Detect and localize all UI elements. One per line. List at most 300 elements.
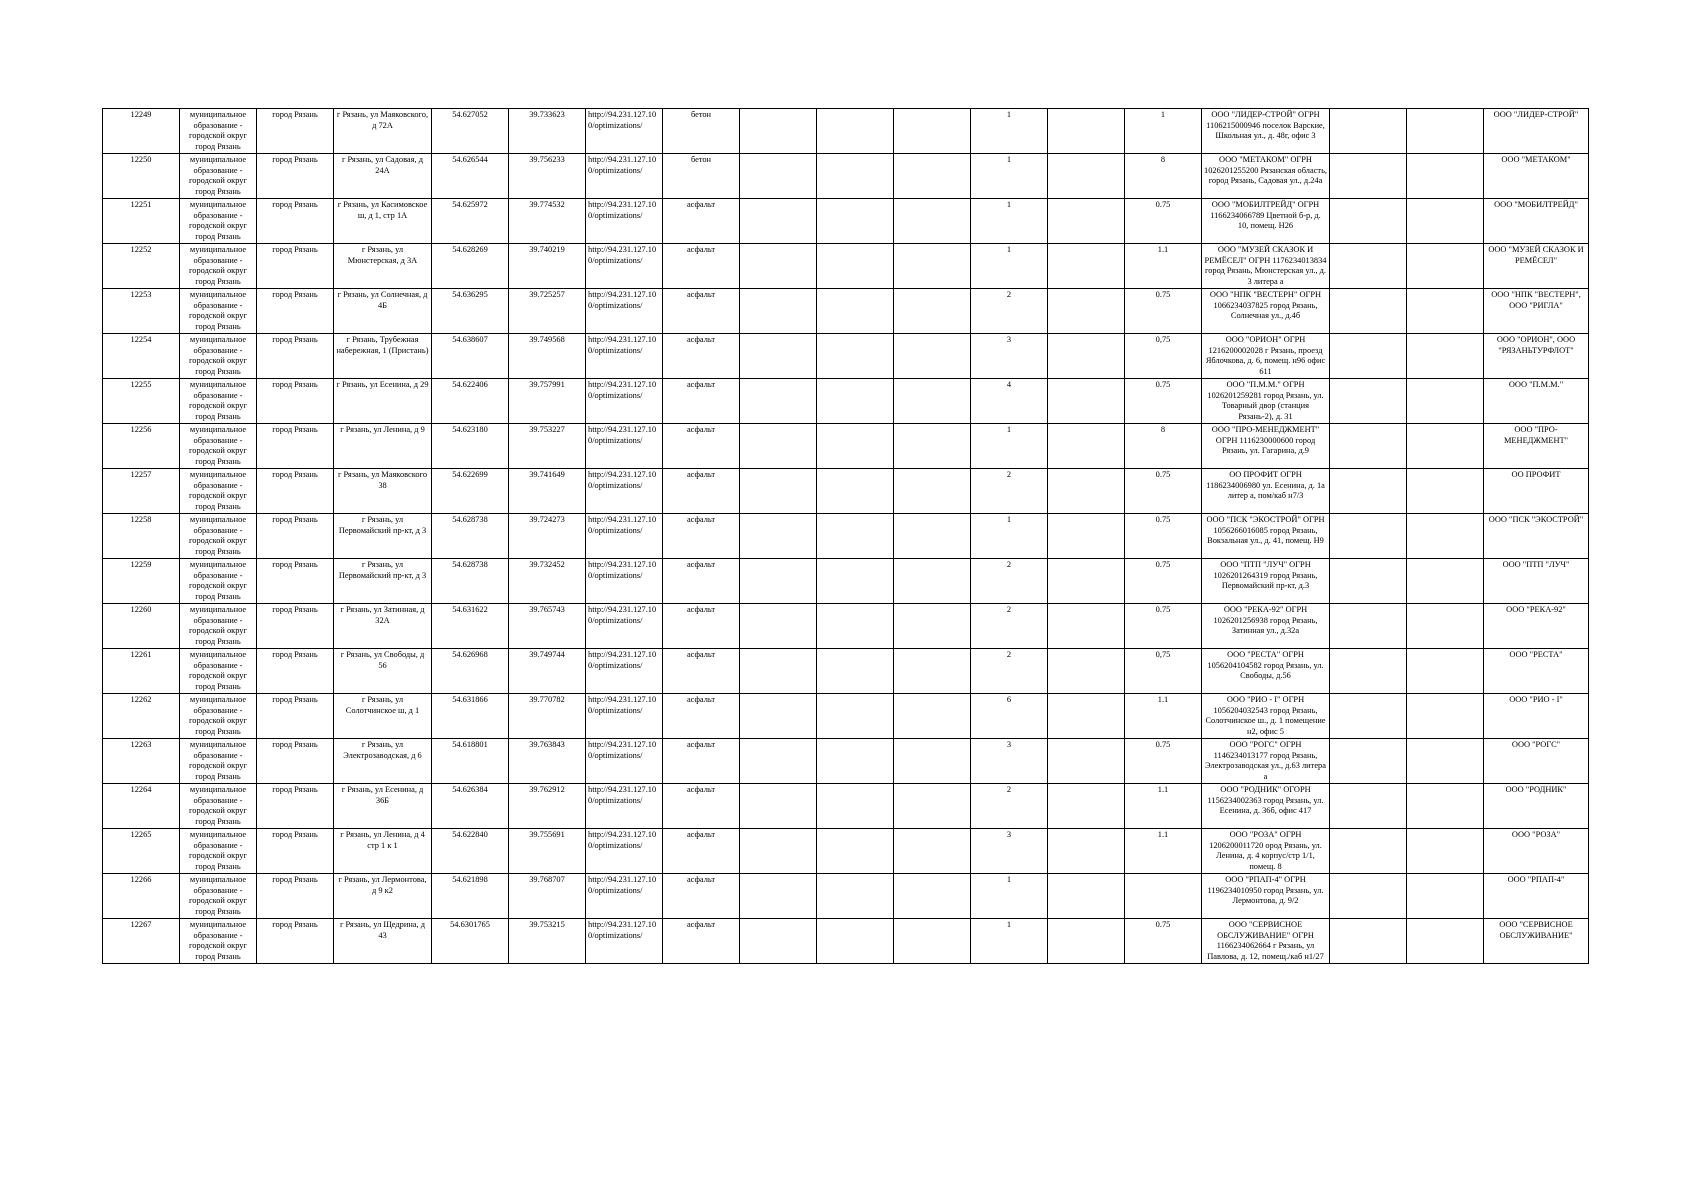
address-cell: г Рязань, ул Свободы, д 56 — [334, 649, 432, 694]
empty-cell — [894, 784, 971, 829]
empty-cell — [740, 334, 817, 379]
empty-cell — [894, 694, 971, 739]
empty-cell — [1048, 874, 1125, 919]
empty-cell — [817, 739, 894, 784]
owner-cell: ООО "ПТП "ЛУЧ" ОГРН 1026201264319 город Рязань, Первомайский пр-кт, д.3 — [1202, 559, 1330, 604]
container-volume-cell: 1.1 — [1125, 244, 1202, 289]
latitude-cell: 54.622699 — [432, 469, 509, 514]
empty-cell — [1048, 334, 1125, 379]
empty-cell — [817, 469, 894, 514]
municipality-cell: муниципальное образование - городской округ город Рязань — [180, 694, 257, 739]
empty-cell — [1407, 244, 1484, 289]
surface-cell: асфальт — [663, 694, 740, 739]
row-id-cell: 12259 — [103, 559, 180, 604]
city-cell: город Рязань — [257, 559, 334, 604]
city-cell: город Рязань — [257, 514, 334, 559]
latitude-cell: 54.631622 — [432, 604, 509, 649]
longitude-cell: 39.768707 — [509, 874, 586, 919]
table-row — [103, 424, 1589, 469]
empty-cell — [817, 424, 894, 469]
empty-cell — [1330, 109, 1407, 154]
empty-cell — [740, 514, 817, 559]
latitude-cell: 54.636295 — [432, 289, 509, 334]
row-id-cell: 12257 — [103, 469, 180, 514]
map-link-cell: http://94.231.127.100/optimizations/ — [586, 739, 663, 784]
empty-cell — [740, 469, 817, 514]
municipality-cell: муниципальное образование - городской округ город Рязань — [180, 559, 257, 604]
owner-cell: ООО "РИО - I" ОГРН 1056204032543 город Рязань, Солотчинское ш., д. 1 помещение н2, офис 5 — [1202, 694, 1330, 739]
empty-cell — [1330, 514, 1407, 559]
container-count-cell: 1 — [971, 109, 1048, 154]
empty-cell — [894, 109, 971, 154]
empty-cell — [1048, 379, 1125, 424]
municipality-cell: муниципальное образование - городской округ город Рязань — [180, 784, 257, 829]
municipality-cell: муниципальное образование - городской округ город Рязань — [180, 109, 257, 154]
waste-source-cell: ООО "П.М.М." — [1484, 379, 1589, 424]
container-count-cell: 3 — [971, 739, 1048, 784]
empty-cell — [1048, 604, 1125, 649]
empty-cell — [894, 469, 971, 514]
container-volume-cell: 0.75 — [1125, 559, 1202, 604]
municipality-cell: муниципальное образование - городской округ город Рязань — [180, 514, 257, 559]
address-cell: г Рязань, ул Солотчинское ш, д 1 — [334, 694, 432, 739]
map-link-cell: http://94.231.127.100/optimizations/ — [586, 154, 663, 199]
municipality-cell: муниципальное образование - городской округ город Рязань — [180, 379, 257, 424]
container-count-cell: 3 — [971, 334, 1048, 379]
empty-cell — [817, 199, 894, 244]
surface-cell: бетон — [663, 109, 740, 154]
empty-cell — [1048, 109, 1125, 154]
owner-cell: ООО "РОГС" ОГРН 1146234013177 город Рязань, Электрозаводская ул., д.63 литера а — [1202, 739, 1330, 784]
empty-cell — [1407, 739, 1484, 784]
container-count-cell: 2 — [971, 784, 1048, 829]
city-cell: город Рязань — [257, 874, 334, 919]
waste-source-cell: ООО "ПСК "ЭКОСТРОЙ" — [1484, 514, 1589, 559]
table-row — [103, 514, 1589, 559]
container-volume-cell: 0.75 — [1125, 739, 1202, 784]
owner-cell: ООО "РОДНИК" ОГОРН 1156234002363 город Рязань, ул. Есенина, д. 36б, офис 417 — [1202, 784, 1330, 829]
address-cell: г Рязань, ул Маяковского, д 72А — [334, 109, 432, 154]
row-id-cell: 12264 — [103, 784, 180, 829]
empty-cell — [1330, 694, 1407, 739]
container-volume-cell: 0.75 — [1125, 199, 1202, 244]
empty-cell — [1330, 289, 1407, 334]
municipality-cell: муниципальное образование - городской округ город Рязань — [180, 919, 257, 964]
container-volume-cell: 0,75 — [1125, 649, 1202, 694]
row-id-cell: 12250 — [103, 154, 180, 199]
table-row — [103, 469, 1589, 514]
surface-cell: асфальт — [663, 649, 740, 694]
city-cell: город Рязань — [257, 334, 334, 379]
empty-cell — [894, 559, 971, 604]
empty-cell — [1407, 199, 1484, 244]
address-cell: г Рязань, ул Маяковского 38 — [334, 469, 432, 514]
owner-cell: ООО "СЕРВИСНОЕ ОБСЛУЖИВАНИЕ" ОГРН 1166234062664 г Рязань, ул Павлова, д. 12, помещ./каб н1/27 — [1202, 919, 1330, 964]
waste-source-cell: ООО "МОБИЛТРЕЙД" — [1484, 199, 1589, 244]
map-link-cell: http://94.231.127.100/optimizations/ — [586, 289, 663, 334]
empty-cell — [1330, 469, 1407, 514]
longitude-cell: 39.733623 — [509, 109, 586, 154]
empty-cell — [740, 784, 817, 829]
city-cell: город Рязань — [257, 649, 334, 694]
city-cell: город Рязань — [257, 154, 334, 199]
longitude-cell: 39.740219 — [509, 244, 586, 289]
table-row — [103, 604, 1589, 649]
empty-cell — [740, 199, 817, 244]
empty-cell — [817, 559, 894, 604]
owner-cell: ООО "МОБИЛТРЕЙД" ОГРН 1166234066789 Цветной б-р, д. 10, помещ. Н26 — [1202, 199, 1330, 244]
map-link-cell: http://94.231.127.100/optimizations/ — [586, 784, 663, 829]
container-count-cell: 2 — [971, 649, 1048, 694]
owner-cell: ООО "ОРИОН" ОГРН 1216200002028 г Рязань, проезд Яблочкова, д. 6, помещ. н96 офис 611 — [1202, 334, 1330, 379]
empty-cell — [1407, 919, 1484, 964]
row-id-cell: 12251 — [103, 199, 180, 244]
waste-source-cell: ООО "ОРИОН", ООО "РЯЗАНЬТУРФЛОТ" — [1484, 334, 1589, 379]
waste-source-cell: ООО "РОГС" — [1484, 739, 1589, 784]
empty-cell — [817, 109, 894, 154]
owner-cell: ООО "РЕКА-92" ОГРН 1026201256938 город Рязань, Затинная ул., д.32а — [1202, 604, 1330, 649]
empty-cell — [1407, 559, 1484, 604]
container-volume-cell: 0.75 — [1125, 604, 1202, 649]
city-cell: город Рязань — [257, 109, 334, 154]
table-row — [103, 649, 1589, 694]
address-cell: г Рязань, ул Есенина, д 29 — [334, 379, 432, 424]
empty-cell — [740, 424, 817, 469]
surface-cell: бетон — [663, 154, 740, 199]
row-id-cell: 12255 — [103, 379, 180, 424]
address-cell: г Рязань, Трубежная набережная, 1 (Пристань) — [334, 334, 432, 379]
container-count-cell: 1 — [971, 154, 1048, 199]
empty-cell — [894, 424, 971, 469]
container-sites-table — [102, 108, 1589, 964]
longitude-cell: 39.770782 — [509, 694, 586, 739]
municipality-cell: муниципальное образование - городской округ город Рязань — [180, 424, 257, 469]
latitude-cell: 54.618801 — [432, 739, 509, 784]
table-body — [103, 109, 1589, 964]
empty-cell — [894, 244, 971, 289]
map-link-cell: http://94.231.127.100/optimizations/ — [586, 424, 663, 469]
map-link-cell: http://94.231.127.100/optimizations/ — [586, 694, 663, 739]
city-cell: город Рязань — [257, 289, 334, 334]
empty-cell — [740, 829, 817, 874]
container-count-cell: 6 — [971, 694, 1048, 739]
empty-cell — [1407, 424, 1484, 469]
empty-cell — [740, 289, 817, 334]
empty-cell — [740, 559, 817, 604]
surface-cell: асфальт — [663, 739, 740, 784]
empty-cell — [740, 739, 817, 784]
longitude-cell: 39.763843 — [509, 739, 586, 784]
surface-cell: асфальт — [663, 514, 740, 559]
longitude-cell: 39.774532 — [509, 199, 586, 244]
empty-cell — [1048, 829, 1125, 874]
container-count-cell: 1 — [971, 874, 1048, 919]
municipality-cell: муниципальное образование - городской округ город Рязань — [180, 829, 257, 874]
empty-cell — [1048, 739, 1125, 784]
container-count-cell: 2 — [971, 604, 1048, 649]
city-cell: город Рязань — [257, 604, 334, 649]
table-row — [103, 919, 1589, 964]
owner-cell: ООО "РПАП-4" ОГРН 1196234010950 город Рязань, ул. Лермонтова, д. 9/2 — [1202, 874, 1330, 919]
address-cell: г Рязань, ул Щедрина, д 43 — [334, 919, 432, 964]
waste-source-cell: ООО "РПАП-4" — [1484, 874, 1589, 919]
row-id-cell: 12261 — [103, 649, 180, 694]
longitude-cell: 39.753215 — [509, 919, 586, 964]
row-id-cell: 12254 — [103, 334, 180, 379]
empty-cell — [1330, 919, 1407, 964]
empty-cell — [1407, 784, 1484, 829]
empty-cell — [1330, 424, 1407, 469]
owner-cell: ООО "ЛИДЕР-СТРОЙ" ОГРН 1106215000946 поселок Варские, Школьная ул., д. 48г, офис 3 — [1202, 109, 1330, 154]
surface-cell: асфальт — [663, 244, 740, 289]
longitude-cell: 39.725257 — [509, 289, 586, 334]
container-count-cell: 1 — [971, 514, 1048, 559]
municipality-cell: муниципальное образование - городской округ город Рязань — [180, 469, 257, 514]
table-row — [103, 334, 1589, 379]
container-volume-cell: 0.75 — [1125, 514, 1202, 559]
owner-cell: ООО "РОЗА" ОГРН 1206200011720 ород Рязань, ул. Ленина, д. 4 корпус/стр 1/1, помещ. 8 — [1202, 829, 1330, 874]
empty-cell — [740, 694, 817, 739]
empty-cell — [1407, 874, 1484, 919]
waste-source-cell: ООО "ЛИДЕР-СТРОЙ" — [1484, 109, 1589, 154]
table-row — [103, 244, 1589, 289]
address-cell: г Рязань, ул Мюнстерская, д 3А — [334, 244, 432, 289]
container-volume-cell: 0,75 — [1125, 334, 1202, 379]
empty-cell — [1330, 649, 1407, 694]
empty-cell — [894, 649, 971, 694]
empty-cell — [817, 244, 894, 289]
city-cell: город Рязань — [257, 379, 334, 424]
owner-cell: ООО "ПРО-МЕНЕДЖМЕНТ" ОГРН 1116230000600 город Рязань, ул. Гагарина, д.9 — [1202, 424, 1330, 469]
empty-cell — [817, 379, 894, 424]
latitude-cell: 54.622840 — [432, 829, 509, 874]
empty-cell — [1407, 289, 1484, 334]
empty-cell — [1048, 289, 1125, 334]
empty-cell — [817, 694, 894, 739]
municipality-cell: муниципальное образование - городской округ город Рязань — [180, 199, 257, 244]
row-id-cell: 12252 — [103, 244, 180, 289]
map-link-cell: http://94.231.127.100/optimizations/ — [586, 109, 663, 154]
latitude-cell: 54.621898 — [432, 874, 509, 919]
empty-cell — [1048, 469, 1125, 514]
empty-cell — [740, 604, 817, 649]
empty-cell — [817, 514, 894, 559]
empty-cell — [740, 109, 817, 154]
waste-source-cell: ООО "МУЗЕЙ СКАЗОК И РЕМЁСЕЛ" — [1484, 244, 1589, 289]
surface-cell: асфальт — [663, 784, 740, 829]
row-id-cell: 12260 — [103, 604, 180, 649]
empty-cell — [740, 874, 817, 919]
empty-cell — [1048, 649, 1125, 694]
empty-cell — [1407, 649, 1484, 694]
waste-source-cell: ООО "РОЗА" — [1484, 829, 1589, 874]
container-count-cell: 1 — [971, 424, 1048, 469]
surface-cell: асфальт — [663, 424, 740, 469]
container-count-cell: 2 — [971, 469, 1048, 514]
row-id-cell: 12262 — [103, 694, 180, 739]
empty-cell — [817, 154, 894, 199]
latitude-cell: 54.626384 — [432, 784, 509, 829]
container-count-cell: 3 — [971, 829, 1048, 874]
surface-cell: асфальт — [663, 289, 740, 334]
empty-cell — [1330, 739, 1407, 784]
empty-cell — [1407, 109, 1484, 154]
longitude-cell: 39.762912 — [509, 784, 586, 829]
owner-cell: ООО "ПСК "ЭКОСТРОЙ" ОГРН 1056266016085 город Рязань, Вокзальная ул., д. 41, помещ. Н9 — [1202, 514, 1330, 559]
latitude-cell: 54.628738 — [432, 559, 509, 604]
empty-cell — [1330, 199, 1407, 244]
empty-cell — [1330, 244, 1407, 289]
address-cell: г Рязань, ул Касимовское ш, д 1, стр 1А — [334, 199, 432, 244]
map-link-cell: http://94.231.127.100/optimizations/ — [586, 649, 663, 694]
map-link-cell: http://94.231.127.100/optimizations/ — [586, 334, 663, 379]
empty-cell — [1048, 919, 1125, 964]
table-row — [103, 829, 1589, 874]
latitude-cell: 54.6301765 — [432, 919, 509, 964]
table-row — [103, 289, 1589, 334]
longitude-cell: 39.765743 — [509, 604, 586, 649]
city-cell: город Рязань — [257, 739, 334, 784]
surface-cell: асфальт — [663, 919, 740, 964]
empty-cell — [894, 289, 971, 334]
map-link-cell: http://94.231.127.100/optimizations/ — [586, 919, 663, 964]
waste-source-cell: ОО ПРОФИТ — [1484, 469, 1589, 514]
table-row — [103, 874, 1589, 919]
empty-cell — [1407, 334, 1484, 379]
surface-cell: асфальт — [663, 874, 740, 919]
longitude-cell: 39.753227 — [509, 424, 586, 469]
empty-cell — [894, 919, 971, 964]
latitude-cell: 54.628269 — [432, 244, 509, 289]
waste-source-cell: ООО "ПТП "ЛУЧ" — [1484, 559, 1589, 604]
empty-cell — [1407, 829, 1484, 874]
row-id-cell: 12265 — [103, 829, 180, 874]
city-cell: город Рязань — [257, 829, 334, 874]
map-link-cell: http://94.231.127.100/optimizations/ — [586, 874, 663, 919]
address-cell: г Рязань, ул Затинная, д 32А — [334, 604, 432, 649]
map-link-cell: http://94.231.127.100/optimizations/ — [586, 604, 663, 649]
surface-cell: асфальт — [663, 199, 740, 244]
longitude-cell: 39.755691 — [509, 829, 586, 874]
container-volume-cell: 1.1 — [1125, 694, 1202, 739]
empty-cell — [1407, 604, 1484, 649]
empty-cell — [894, 604, 971, 649]
latitude-cell: 54.625972 — [432, 199, 509, 244]
surface-cell: асфальт — [663, 379, 740, 424]
owner-cell: ООО "МЕТАКОМ" ОГРН 1026201255200 Рязанская область, город Рязань, Садовая ул., д.24а — [1202, 154, 1330, 199]
address-cell: г Рязань, ул Лермонтова, д 9 к2 — [334, 874, 432, 919]
empty-cell — [1407, 694, 1484, 739]
waste-source-cell: ООО "СЕРВИСНОЕ ОБСЛУЖИВАНИЕ" — [1484, 919, 1589, 964]
latitude-cell: 54.631866 — [432, 694, 509, 739]
surface-cell: асфальт — [663, 334, 740, 379]
empty-cell — [1330, 379, 1407, 424]
empty-cell — [1048, 514, 1125, 559]
container-count-cell: 1 — [971, 199, 1048, 244]
empty-cell — [740, 154, 817, 199]
waste-source-cell: ООО "ПРО-МЕНЕДЖМЕНТ" — [1484, 424, 1589, 469]
empty-cell — [1407, 379, 1484, 424]
address-cell: г Рязань, ул Есенина, д 36Б — [334, 784, 432, 829]
container-count-cell: 2 — [971, 559, 1048, 604]
empty-cell — [1048, 199, 1125, 244]
container-volume-cell: 0.75 — [1125, 379, 1202, 424]
map-link-cell: http://94.231.127.100/optimizations/ — [586, 514, 663, 559]
empty-cell — [1330, 154, 1407, 199]
latitude-cell: 54.623180 — [432, 424, 509, 469]
row-id-cell: 12249 — [103, 109, 180, 154]
surface-cell: асфальт — [663, 559, 740, 604]
empty-cell — [894, 334, 971, 379]
table-row — [103, 784, 1589, 829]
table-row — [103, 109, 1589, 154]
container-volume-cell: 0.75 — [1125, 919, 1202, 964]
waste-source-cell: ООО "МЕТАКОМ" — [1484, 154, 1589, 199]
map-link-cell: http://94.231.127.100/optimizations/ — [586, 829, 663, 874]
latitude-cell: 54.638607 — [432, 334, 509, 379]
container-volume-cell: 0.75 — [1125, 289, 1202, 334]
city-cell: город Рязань — [257, 244, 334, 289]
surface-cell: асфальт — [663, 604, 740, 649]
empty-cell — [1048, 784, 1125, 829]
longitude-cell: 39.741649 — [509, 469, 586, 514]
municipality-cell: муниципальное образование - городской округ город Рязань — [180, 739, 257, 784]
table-row — [103, 694, 1589, 739]
empty-cell — [894, 829, 971, 874]
longitude-cell: 39.757991 — [509, 379, 586, 424]
empty-cell — [817, 649, 894, 694]
empty-cell — [817, 874, 894, 919]
table-row — [103, 154, 1589, 199]
city-cell: город Рязань — [257, 784, 334, 829]
address-cell: г Рязань, ул Ленина, д 4 стр 1 к 1 — [334, 829, 432, 874]
municipality-cell: муниципальное образование - городской округ город Рязань — [180, 154, 257, 199]
empty-cell — [1330, 604, 1407, 649]
waste-source-cell: ООО "РЕКА-92" — [1484, 604, 1589, 649]
empty-cell — [1048, 694, 1125, 739]
empty-cell — [894, 739, 971, 784]
address-cell: г Рязань, ул Первомайский пр-кт, д 3 — [334, 514, 432, 559]
row-id-cell: 12266 — [103, 874, 180, 919]
map-link-cell: http://94.231.127.100/optimizations/ — [586, 559, 663, 604]
map-link-cell: http://94.231.127.100/optimizations/ — [586, 244, 663, 289]
latitude-cell: 54.627052 — [432, 109, 509, 154]
owner-cell: ООО "МУЗЕЙ СКАЗОК И РЕМЁСЕЛ" ОГРН 1176234013834 город Рязань, Мюнстерская ул., д. 3 литера а — [1202, 244, 1330, 289]
address-cell: г Рязань, ул Электрозаводская, д 6 — [334, 739, 432, 784]
row-id-cell: 12258 — [103, 514, 180, 559]
empty-cell — [1407, 469, 1484, 514]
row-id-cell: 12256 — [103, 424, 180, 469]
address-cell: г Рязань, ул Первомайский пр-кт, д 3 — [334, 559, 432, 604]
empty-cell — [1407, 514, 1484, 559]
waste-source-cell: ООО "РЕСТА" — [1484, 649, 1589, 694]
container-volume-cell: 1 — [1125, 109, 1202, 154]
empty-cell — [817, 919, 894, 964]
empty-cell — [740, 379, 817, 424]
latitude-cell: 54.626968 — [432, 649, 509, 694]
empty-cell — [1330, 874, 1407, 919]
surface-cell: асфальт — [663, 469, 740, 514]
empty-cell — [817, 289, 894, 334]
municipality-cell: муниципальное образование - городской округ город Рязань — [180, 874, 257, 919]
empty-cell — [817, 784, 894, 829]
empty-cell — [1048, 244, 1125, 289]
owner-cell: ООО "НПК "ВЕСТЕРН" ОГРН 1066234037825 город Рязань, Солнечная ул., д.4б — [1202, 289, 1330, 334]
empty-cell — [1048, 154, 1125, 199]
empty-cell — [1407, 154, 1484, 199]
row-id-cell: 12253 — [103, 289, 180, 334]
container-count-cell: 2 — [971, 289, 1048, 334]
